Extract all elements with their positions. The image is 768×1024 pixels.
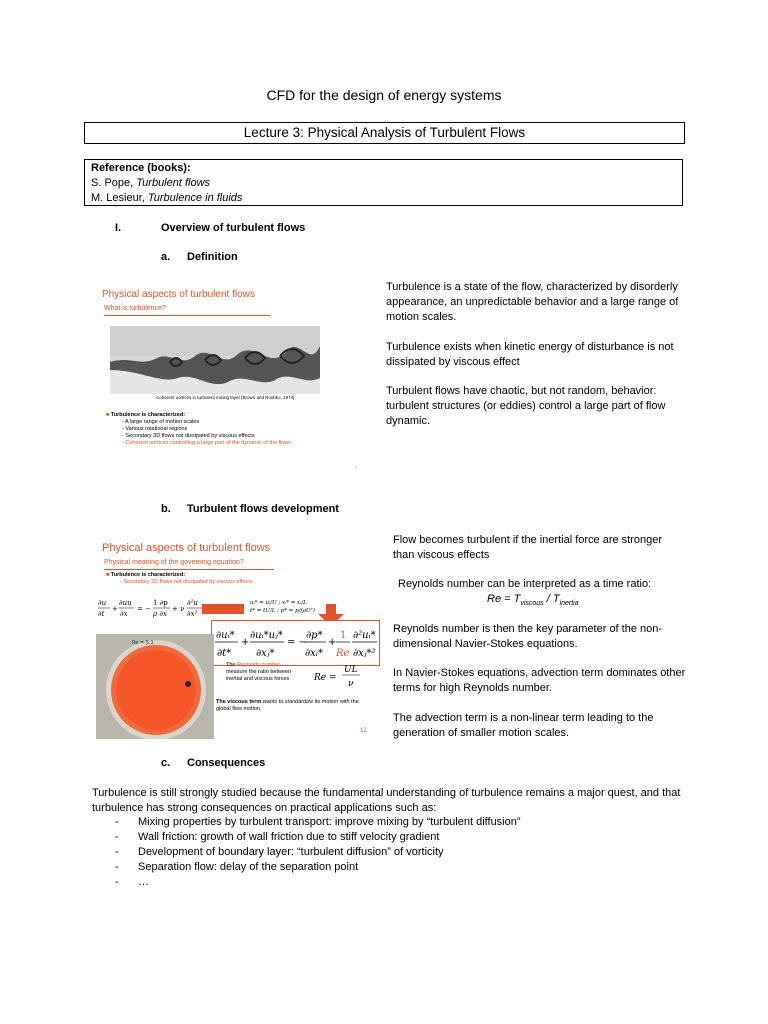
reference-book-1: S. Pope, Turbulent flows bbox=[91, 177, 211, 189]
development-paragraph-3: Reynolds number is then the key parameter of the non-dimensional Navier-Stokes equations. bbox=[393, 623, 663, 650]
re-label: Re = 5.1 bbox=[132, 640, 154, 646]
mixing-layer-image bbox=[110, 326, 320, 394]
slide-item-highlight: - Secondary 3D flows not dissipated by viscous effects bbox=[120, 579, 253, 585]
slide-title: Physical aspects of turbulent flows bbox=[102, 289, 255, 300]
subsection-c-title: Consequences bbox=[187, 757, 266, 769]
list-item: - Development of boundary layer: “turbulent diffusion” of vorticity bbox=[115, 846, 444, 858]
svg-text:∂²u: ∂²u bbox=[187, 599, 198, 607]
svg-text:1 ∂p: 1 ∂p bbox=[153, 599, 168, 607]
slide-divider bbox=[104, 569, 274, 570]
svg-text:∂x: ∂x bbox=[120, 610, 128, 618]
slide-definition bbox=[92, 278, 362, 474]
scaled-variables bbox=[246, 596, 346, 618]
slide-item: - Various rotational regions bbox=[122, 426, 188, 432]
svg-text:uᵢ* = uᵢ/U ; xᵢ* = xᵢ/L: uᵢ* = uᵢ/U ; xᵢ* = xᵢ/L bbox=[250, 600, 307, 606]
slide-bullet-block: ■ Turbulence is characterized: - A large range of motion scales - Various rotational regions - Secondary 3D flows not dissipated by viscous effects - Coherent vortices controlling a large part of the dynamic of the flows bbox=[106, 412, 346, 447]
definition-paragraph-2: Turbulence exists when kinetic energy of disturbance is not dissipated by viscous effect bbox=[386, 341, 674, 368]
svg-text:ρ ∂x: ρ ∂x bbox=[153, 610, 167, 618]
svg-text:∂xᵢ*: ∂xᵢ* bbox=[305, 648, 323, 659]
slide-title: Physical aspects of turbulent flows bbox=[102, 542, 271, 554]
navier-stokes-equation bbox=[96, 594, 208, 622]
slide-bullet-block: ■ Turbulence is characterized: - Secondary 3D flows not dissipated by viscous effects bbox=[106, 572, 253, 585]
reynolds-explanation: The Reynolds number measure the ratio between inertial and viscous forces bbox=[226, 662, 292, 682]
viscous-term-note: The viscous term wants to standardize its motion with the global flow motion. bbox=[216, 699, 359, 712]
list-item: - Mixing properties by turbulent transport: improve mixing by “turbulent diffusion” bbox=[115, 816, 521, 828]
reference-box bbox=[84, 159, 683, 206]
slide-subtitle: Physical meaning of the governing equation? bbox=[104, 559, 244, 566]
development-paragraph-1: Flow becomes turbulent if the inertial force are stronger than viscous effects bbox=[393, 534, 663, 561]
svg-text:∂xⱼ*: ∂xⱼ* bbox=[256, 648, 275, 659]
subsection-b-title: Turbulent flows development bbox=[187, 503, 339, 515]
subsection-a-title: Definition bbox=[187, 251, 238, 263]
svg-text:+: + bbox=[241, 637, 250, 648]
reference-book-2: M. Lesieur, Turbulence in fluids bbox=[91, 192, 243, 204]
section-title: Overview of turbulent flows bbox=[161, 222, 306, 234]
svg-text:∂p*: ∂p* bbox=[306, 630, 323, 641]
svg-text:∂uu: ∂uu bbox=[119, 599, 132, 607]
reynolds-formula bbox=[312, 660, 372, 690]
bullet-square-icon: ■ bbox=[106, 412, 110, 418]
svg-text:Re =: Re = bbox=[314, 673, 337, 683]
svg-text:∂xⱼ*²: ∂xⱼ*² bbox=[353, 648, 376, 659]
list-item: - Separation flow: delay of the separation point bbox=[115, 861, 359, 873]
svg-text:∂t: ∂t bbox=[98, 610, 105, 618]
time-ratio-formula: $Re = T_{viscous} / T_{inertia}$ bbox=[487, 593, 579, 608]
svg-text:+: + bbox=[112, 605, 118, 613]
development-paragraph-2: Reynolds number can be interpreted as a time ratio: bbox=[398, 578, 652, 590]
image-caption: Coherent vortices in turbulent mixing layer [Brown and Roshko, 1974] bbox=[156, 395, 295, 400]
slide-divider bbox=[104, 315, 270, 316]
bullet-square-icon: ■ bbox=[106, 572, 110, 578]
svg-text:∂uᵢ*uⱼ*: ∂uᵢ*uⱼ* bbox=[250, 630, 283, 641]
svg-text:∂x²: ∂x² bbox=[187, 610, 198, 618]
subsection-c-number: c. bbox=[161, 757, 171, 769]
svg-text:1: 1 bbox=[340, 630, 347, 641]
slide-subtitle: What is turbulence? bbox=[104, 305, 166, 312]
section-number: I. bbox=[115, 222, 122, 234]
subsection-a-number: a. bbox=[161, 251, 171, 263]
lecture-title: Lecture 3: Physical Analysis of Turbulent Flows bbox=[84, 122, 685, 144]
svg-text:= −: = − bbox=[137, 605, 151, 613]
svg-text:∂u: ∂u bbox=[98, 599, 107, 607]
development-paragraph-4: In Navier-Stokes equations, advection term dominates other terms for high Reynolds number. bbox=[393, 667, 686, 694]
svg-text:= −: = − bbox=[287, 637, 307, 648]
slide-item: - Secondary 3D flows not dissipated by viscous effects bbox=[122, 433, 255, 439]
reference-heading: Reference (books): bbox=[91, 162, 191, 174]
slide-page-number: 7 bbox=[355, 465, 358, 470]
list-item: - … bbox=[115, 876, 149, 888]
definition-paragraph-1: Turbulence is a state of the flow, characterized by disorderly appearance, an unpredictable behavior and a large range of motion scales. bbox=[386, 281, 679, 323]
definition-paragraph-3: Turbulent flows have chaotic, but not random, behavior: turbulent structures (or eddies) control a large part of flow dynamic. bbox=[386, 385, 666, 427]
development-paragraph-5: The advection term is a non-linear term leading to the generation of smaller motion scales. bbox=[393, 712, 654, 739]
subsection-b-number: b. bbox=[161, 503, 171, 515]
svg-text:UL: UL bbox=[344, 665, 358, 675]
consequences-list bbox=[115, 815, 675, 890]
slide-page-number: 12 bbox=[360, 728, 367, 734]
svg-text:∂uᵢ*: ∂uᵢ* bbox=[216, 630, 235, 641]
petri-dish-image bbox=[96, 634, 214, 739]
consequences-intro: Turbulence is still strongly studied because the fundamental understanding of turbulence remains a major quest, and that turbulence has strong consequences on practical applications such as: bbox=[92, 787, 681, 814]
svg-text:∂t*: ∂t* bbox=[217, 648, 232, 659]
svg-text:+: + bbox=[328, 637, 337, 648]
svg-text:∂²uᵢ*: ∂²uᵢ* bbox=[353, 630, 376, 641]
list-item: - Wall friction: growth of wall friction due to stiff velocity gradient bbox=[115, 831, 440, 843]
slide-item: - A large range of motion scales bbox=[122, 419, 200, 425]
slide-development bbox=[92, 532, 382, 742]
dimensionless-equation bbox=[212, 621, 379, 665]
document-title: CFD for the design of energy systems bbox=[266, 87, 502, 103]
svg-text:ν: ν bbox=[348, 679, 354, 689]
svg-text:t* = tU/L ; p* = p/(ρU²): t* = tU/L ; p* = p/(ρU²) bbox=[250, 608, 315, 614]
svg-text:+ ν: + ν bbox=[172, 605, 185, 613]
slide-item-highlight: - Coherent vortices controlling a large part of the dynamic of the flows bbox=[122, 440, 292, 446]
svg-text:Re: Re bbox=[336, 648, 350, 659]
